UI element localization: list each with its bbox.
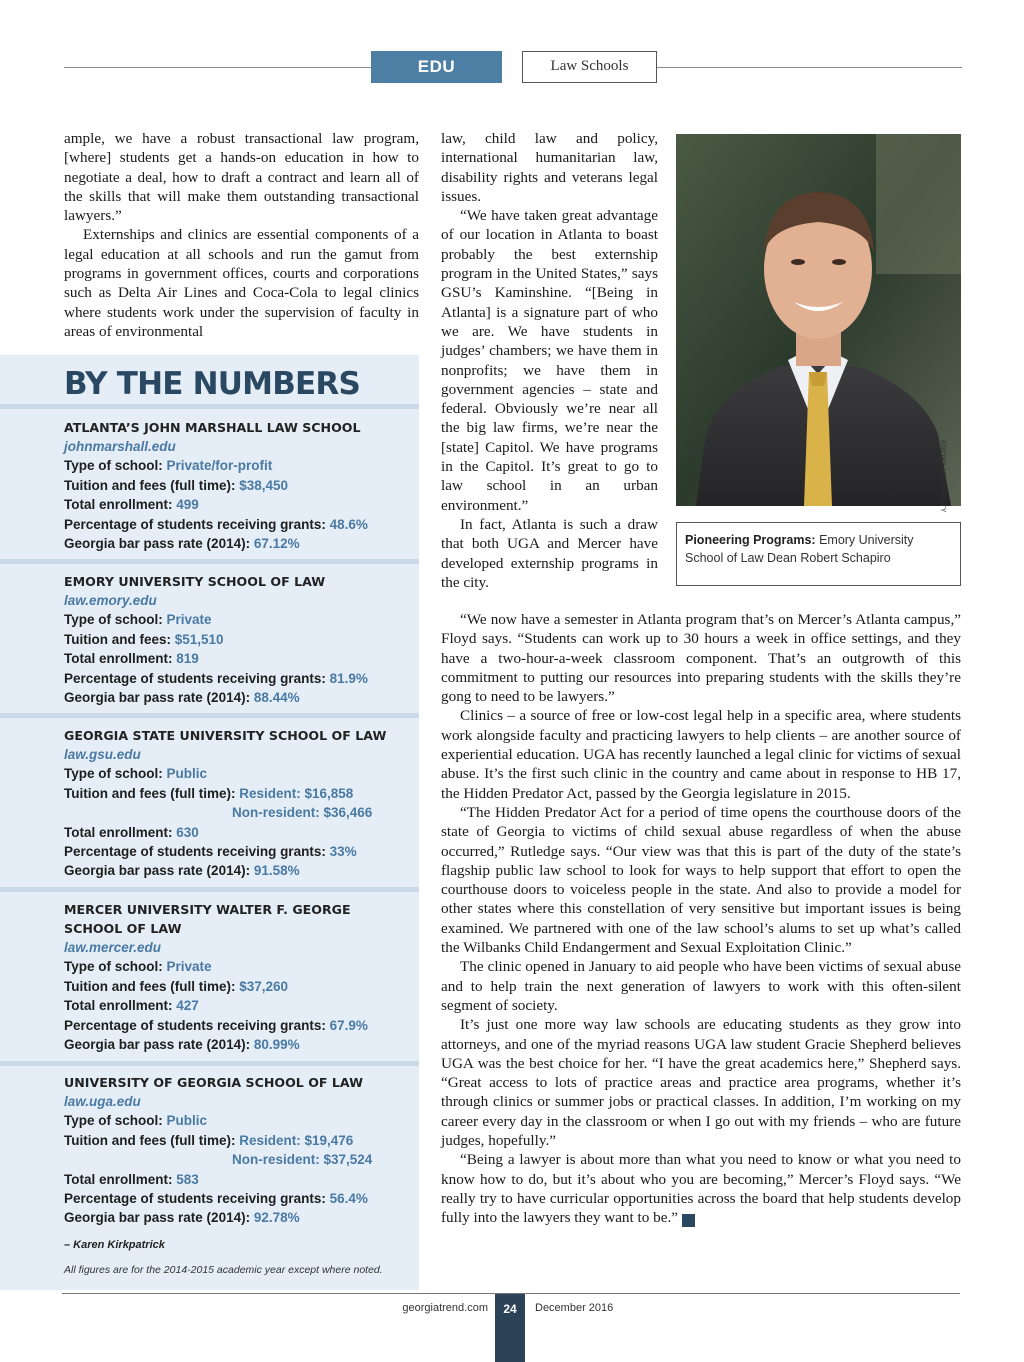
- sidebar-author-credit: – Karen Kirkpatrick: [64, 1239, 165, 1251]
- article-paragraph: In fact, Atlanta is such a draw that both UGA and Mercer have developed externship programs in the city.: [441, 515, 658, 591]
- sidebar-divider: [0, 404, 419, 409]
- school-enrollment-row: Total enrollment: 499: [64, 497, 199, 513]
- school-enrollment-row: Total enrollment: 427: [64, 998, 199, 1014]
- school-name: EMORY UNIVERSITY SCHOOL OF LAW: [64, 574, 326, 589]
- article-paragraph: The clinic opened in January to aid people who have been victims of sexual abuse and to help train the next generation of lawyers to work with this often-silent segment of society.: [441, 958, 961, 1014]
- school-block-emory: [64, 572, 409, 707]
- sidebar-divider: [0, 713, 419, 718]
- school-grants-row: Percentage of students receiving grants: 48.6%: [64, 516, 368, 532]
- school-url[interactable]: law.gsu.edu: [64, 747, 141, 762]
- article-paragraph: “We have taken great advantage of our location in Atlanta to boast probably the best externship program in the United States,” says GSU’s Kaminshine. “[Being in Atlanta] is a signature part of who we are. We have students in judges’ chambers; we have them in nonprofits; we have them in government agencies – state and federal. Obviously we’re near all the big law firms, we’re near the [state] Capitol. We have programs in the Capitol. It’s great to go to law school in an urban environment.”: [441, 207, 658, 514]
- school-tuition-nonresident-row: Non-resident: $37,524: [232, 1152, 373, 1168]
- photo-credit: EMORY UNIVERSITY: [939, 440, 946, 513]
- school-tuition-row: Tuition and fees: $51,510: [64, 631, 224, 647]
- caption-text: Emory University School of Law Dean Robert Schapiro: [685, 533, 914, 565]
- school-type-row: Type of school: Private/for-profit: [64, 458, 273, 474]
- footer-website[interactable]: georgiatrend.com: [402, 1302, 488, 1314]
- school-enrollment-row: Total enrollment: 630: [64, 824, 199, 840]
- school-tuition-row: Tuition and fees (full time): $37,260: [64, 978, 289, 994]
- school-grants-row: Percentage of students receiving grants: 56.4%: [64, 1191, 368, 1207]
- article-paragraph: Clinics – a source of free or low-cost legal help in a specific area, where students work alongside faculty and practicing lawyers to help clients – are another source of experiential education. UGA has recently launched a legal clinic for victims of sexual abuse. It’s the first such clinic in the country and came about in response to HB 17, the Hidden Predator Act, passed by the Georgia legislature in 2015.: [441, 707, 961, 802]
- school-grants-row: Percentage of students receiving grants: 81.9%: [64, 670, 368, 686]
- school-enrollment-row: Total enrollment: 819: [64, 651, 199, 667]
- section-tag: EDU: [371, 51, 502, 83]
- school-url[interactable]: johnmarshall.edu: [64, 439, 176, 454]
- school-bar-rate-row: Georgia bar pass rate (2014): 91.58%: [64, 863, 300, 879]
- school-type-row: Type of school: Private: [64, 612, 212, 628]
- dean-portrait-photo: [676, 134, 961, 513]
- sidebar-footnote: All figures are for the 2014-2015 academic year except where noted.: [64, 1264, 383, 1276]
- sidebar-divider: [0, 559, 419, 564]
- school-name: UNIVERSITY OF GEORGIA SCHOOL OF LAW: [64, 1075, 364, 1090]
- school-grants-row: Percentage of students receiving grants: 33%: [64, 844, 357, 860]
- school-block-john-marshall: [64, 418, 409, 553]
- school-tuition-row: Tuition and fees (full time): $38,450: [64, 477, 289, 493]
- school-name: MERCER UNIVERSITY WALTER F. GEORGE: [64, 902, 351, 917]
- sidebar-title: BY THE NUMBERS: [64, 366, 360, 402]
- school-name-line2: SCHOOL OF LAW: [64, 921, 182, 936]
- article-paragraph: [441, 1150, 961, 1227]
- article-right-narrow-column: [441, 129, 658, 592]
- header-rule-left: [64, 67, 371, 68]
- article-left-column: [64, 129, 419, 341]
- school-block-uga: [64, 1073, 409, 1228]
- end-mark-icon: M: [682, 1214, 695, 1227]
- school-block-georgia-state: [64, 726, 409, 881]
- school-url[interactable]: law.emory.edu: [64, 593, 157, 608]
- caption-lead: Pioneering Programs:: [685, 533, 816, 547]
- article-paragraph: Externships and clinics are essential components of a legal education at all schools and run the gamut from programs in government offices, courts and corporations such as Delta Air Lines and Coca-Cola to legal clinics where students work under the supervision of faculty in areas of environmental: [64, 226, 419, 340]
- school-bar-rate-row: Georgia bar pass rate (2014): 92.78%: [64, 1210, 300, 1226]
- school-bar-rate-row: Georgia bar pass rate (2014): 80.99%: [64, 1037, 300, 1053]
- school-name: ATLANTA’S JOHN MARSHALL LAW SCHOOL: [64, 420, 361, 435]
- portrait-illustration: [676, 134, 961, 513]
- school-type-row: Type of school: Private: [64, 959, 212, 975]
- school-tuition-row: Tuition and fees (full time): Resident: $16,858: [64, 785, 354, 801]
- school-block-mercer: [64, 900, 409, 1054]
- photo-caption: [676, 522, 961, 586]
- sidebar-divider: [0, 887, 419, 892]
- sidebar-divider: [0, 1061, 419, 1066]
- article-paragraph: “We now have a semester in Atlanta program that’s on Mercer’s Atlanta campus,” Floyd says. “Students can work up to 30 hours a week in office settings, and they have a two-hour-a-week classroom component. That’s an outgrowth of this commitment to putting our resources into preparing students with the skills they’re gong to need to be lawyers.”: [441, 611, 961, 706]
- article-right-wide-column: [441, 610, 961, 1228]
- school-tuition-row: Tuition and fees (full time): Resident: $19,476: [64, 1132, 354, 1148]
- school-url[interactable]: law.uga.edu: [64, 1094, 141, 1109]
- header-rule-right: [657, 67, 962, 68]
- school-url[interactable]: law.mercer.edu: [64, 940, 162, 955]
- school-bar-rate-row: Georgia bar pass rate (2014): 67.12%: [64, 536, 300, 552]
- school-tuition-nonresident-row: Non-resident: $36,466: [232, 805, 373, 821]
- article-paragraph: law, child law and policy, international humanitarian law, disability rights and veterans legal issues.: [441, 130, 658, 205]
- school-enrollment-row: Total enrollment: 583: [64, 1171, 199, 1187]
- page-number: 24: [495, 1294, 525, 1362]
- school-type-row: Type of school: Public: [64, 1113, 208, 1129]
- article-final-text: “Being a lawyer is about more than what you need to know or what you need to know how to do, but it’s about who you are becoming,” Mercer’s Floyd says. “We really try to have curricular opportunities across the board that help students develop fully into the lawyers they want to be.”: [441, 1151, 961, 1227]
- article-paragraph: “The Hidden Predator Act for a period of time opens the courthouse doors of the state of Georgia to victims of child sexual abuse regardless of when the abuse occurred,” Rutledge says. “Our view was that this is part of the duty of the state’s flagship public law school to look for ways to help support that effort to open the courthouse doors to voiceless people in the state. And also to provide a model for other states where this constellation of very sensitive but important issues is being examined. We partnered with one of the law school’s alums to set up what’s called the Wilbanks Child Endangerment and Sexual Exploitation Clinic.”: [441, 803, 961, 957]
- article-paragraph: ample, we have a robust transactional law program, [where] students get a hands-on education in how to negotiate a deal, how to draft a contract and learn all of the skills that will make them outstanding transactional lawyers.”: [64, 130, 419, 225]
- school-bar-rate-row: Georgia bar pass rate (2014): 88.44%: [64, 690, 300, 706]
- footer-issue-date: December 2016: [535, 1302, 614, 1314]
- article-paragraph: It’s just one more way law schools are educating students as they grow into attorneys, and one of the myriad reasons UGA law student Gracie Shepherd believes UGA was the best choice for her. “I have the great academics here,” Shepherd says. “Great access to lots of practice areas and practice area programs, whether it’s through clinics or summer jobs or practical classes. In addition, I’m working on my career every day in the classroom or when I go out with my friends – who are future judges, hopefully.”: [441, 1016, 961, 1150]
- school-name: GEORGIA STATE UNIVERSITY SCHOOL OF LAW: [64, 728, 387, 743]
- topic-tag: Law Schools: [522, 51, 657, 83]
- school-type-row: Type of school: Public: [64, 766, 208, 782]
- school-grants-row: Percentage of students receiving grants: 67.9%: [64, 1017, 368, 1033]
